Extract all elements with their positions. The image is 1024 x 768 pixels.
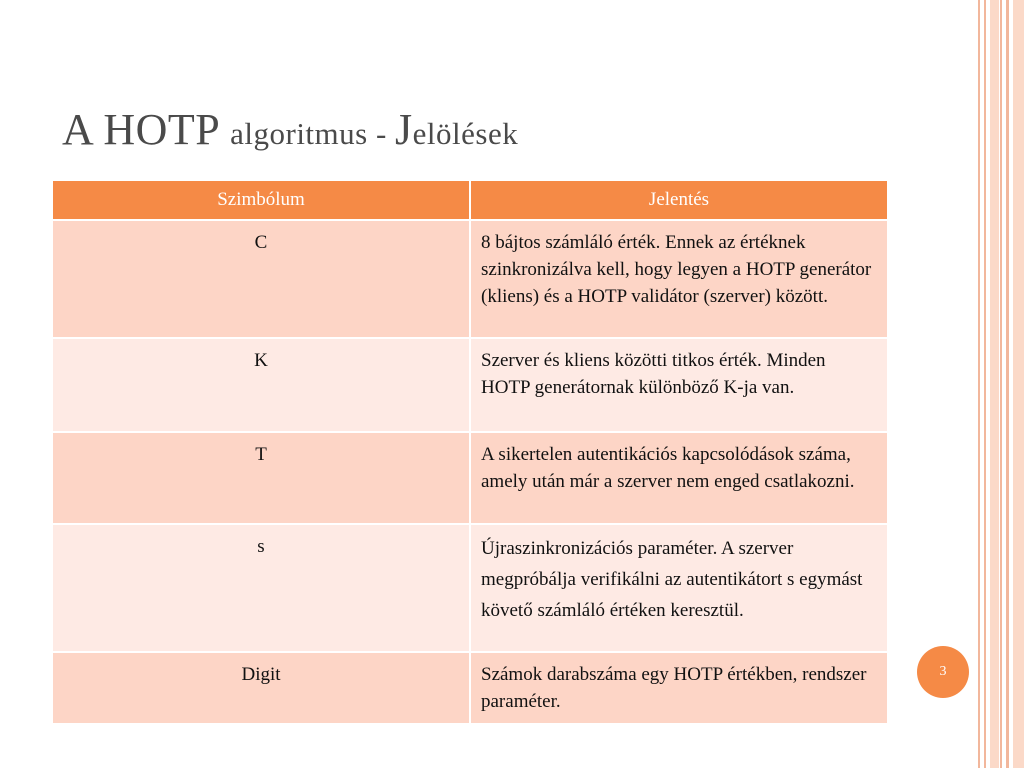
decor-stripe — [978, 0, 980, 768]
page-number: 3 — [939, 664, 947, 679]
decor-stripe — [1006, 0, 1009, 768]
table-row — [52, 432, 888, 524]
table-row — [52, 652, 888, 724]
decor-stripe — [1013, 0, 1024, 768]
table-row — [52, 524, 888, 652]
decor-stripe — [990, 0, 999, 768]
slide-title — [62, 104, 518, 155]
header-symbol: Szimbólum — [52, 180, 470, 220]
page-number-badge — [917, 646, 969, 698]
decor-stripe — [1000, 0, 1002, 768]
table-row — [52, 338, 888, 432]
meaning-cell: Újraszinkronizációs paraméter. A szerver megpróbálja verifikálni az autentikátort s egymást követő számláló értéken keresztül. — [470, 524, 888, 652]
title-part: J — [395, 105, 413, 154]
table-header-row — [52, 180, 888, 220]
title-part: algoritmus - — [230, 116, 396, 151]
meaning-cell: A sikertelen autentikációs kapcsolódások száma, amely után már a szerver nem enged csatlakozni. — [470, 432, 888, 524]
table-row — [52, 220, 888, 338]
meaning-cell: Számok darabszáma egy HOTP értékben, rendszer paraméter. — [470, 652, 888, 724]
symbol-cell: s — [52, 524, 470, 652]
title-part: elölések — [412, 116, 519, 151]
symbol-cell: T — [52, 432, 470, 524]
header-meaning: Jelentés — [470, 180, 888, 220]
meaning-cell: Szerver és kliens közötti titkos érték. Minden HOTP generátornak különböző K-ja van. — [470, 338, 888, 432]
decor-stripe — [984, 0, 986, 768]
symbol-cell: K — [52, 338, 470, 432]
meaning-cell: 8 bájtos számláló érték. Ennek az értéknek szinkronizálva kell, hogy legyen a HOTP generátor (kliens) és a HOTP validátor (szerver) között. — [470, 220, 888, 338]
title-part: A HOTP — [62, 105, 231, 154]
symbol-cell: C — [52, 220, 470, 338]
symbol-cell: Digit — [52, 652, 470, 724]
notation-table — [51, 179, 889, 725]
